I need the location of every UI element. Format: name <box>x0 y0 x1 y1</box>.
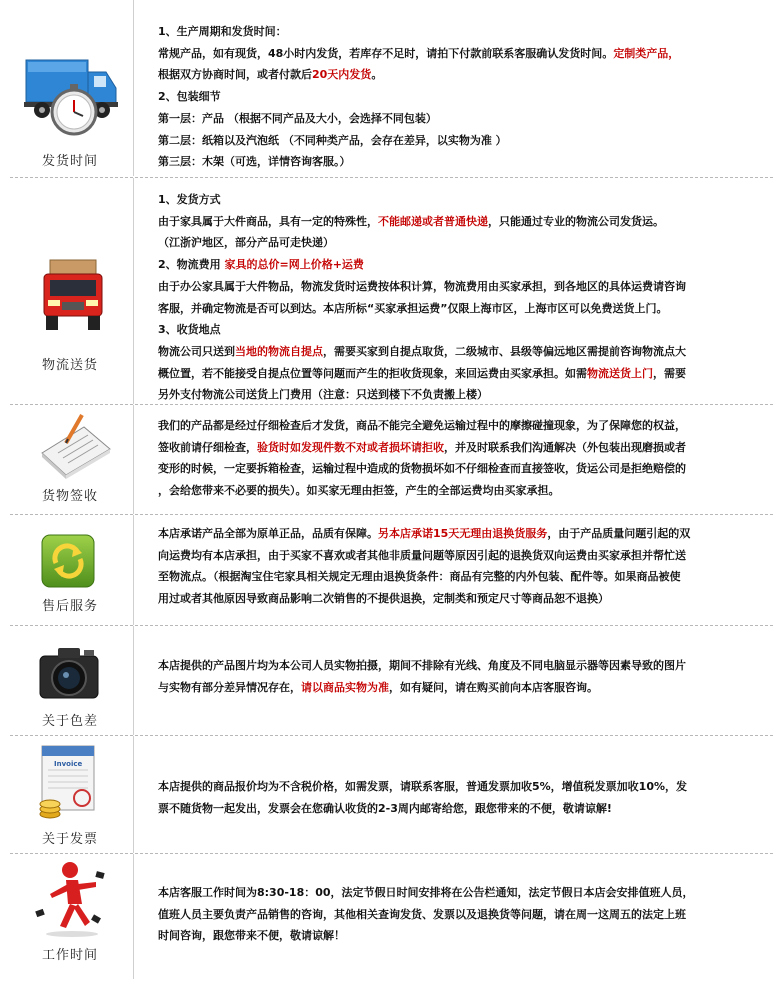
red-truck-icon <box>38 256 108 336</box>
body-text: 签收前请仔细检查， <box>158 440 257 454</box>
body-text: 1、发货方式 <box>158 193 221 206</box>
body-text: 1、生产周期和发货时间： <box>158 25 287 38</box>
body-text: 我们的产品都是经过仔细检查后才发货，商品不能完全避免运输过程中的摩擦碰撞现象，为了保障您的权益， <box>158 419 686 432</box>
body-text: ，会给您带来不必要的损失）。如买家无理由拒签，产生的全部运费均由买家承担。 <box>158 484 560 498</box>
content-line <box>158 655 758 677</box>
content-line <box>158 86 758 108</box>
body-text: 至物流点。（根据淘宝住宅家具相关规定无理由退换货条件：商品有完整的内外包装、配件等。如果商品被使 <box>158 570 681 584</box>
content-line <box>158 677 758 699</box>
highlight-text: 另本店承诺15天无理由退换货服务 <box>378 527 548 540</box>
body-text: 本店承诺产品全部为原单正品，品质有保障。 <box>158 527 378 540</box>
section-content <box>158 523 758 610</box>
section-logistics <box>0 178 778 405</box>
section-label: 售后服务 <box>41 599 98 614</box>
content-line <box>158 341 758 363</box>
section-content <box>158 655 758 698</box>
invoice-coins-icon <box>34 744 104 820</box>
section-label: 关于发票 <box>41 832 98 847</box>
content-line <box>158 363 758 385</box>
body-text: 值班人员主要负责产品销售的咨询，其他相关查询发货、发票以及退换货等问题，请在周一这周五的法定上班 <box>158 907 686 921</box>
section-label: 工作时间 <box>41 948 98 963</box>
body-text: 与实物有部分差异情况存在， <box>158 680 301 694</box>
section-label: 关于色差 <box>41 714 98 729</box>
body-text: 向运费均有本店承担，由于买家不喜欢或者其他非质量问题等原因引起的退换货双向运费由买家承担并帮忙送 <box>158 548 686 562</box>
clipboard-pen-icon <box>28 413 118 481</box>
body-text: 2、包装细节 <box>158 90 221 104</box>
body-text: 第二层：纸箱以及汽泡纸 （不同种类产品，会存在差异，以实物为准 ） <box>158 133 507 147</box>
content-line <box>158 151 758 173</box>
content-line <box>158 437 758 459</box>
section-work-hours <box>0 854 778 999</box>
delivery-truck-stopwatch-icon <box>22 42 120 142</box>
body-text: ，需要买家到自提点取货，二级城市、县级等偏远地区需提前咨询物流点大 <box>323 344 686 358</box>
section-content <box>158 776 758 819</box>
content-line <box>158 298 758 320</box>
body-text: ，如有疑问，请在购买前向本店客服咨询。 <box>389 680 598 694</box>
body-text: 客服，并确定物流是否可以到达。本店所标“买家承担运费”仅限上海市区，上海市区可以免费送货上门。 <box>158 301 668 315</box>
highlight-text: 家具的总价=网上价格+运费 <box>224 258 364 272</box>
content-line <box>158 480 758 502</box>
highlight-text: 请以商品实物为准 <box>301 680 389 694</box>
content-line <box>158 384 758 406</box>
content-line <box>158 458 758 480</box>
content-line <box>158 415 758 437</box>
section-content <box>158 882 758 947</box>
running-person-icon <box>30 860 114 938</box>
body-text: 第三层：木架（可选，详情咨询客服。） <box>158 155 351 169</box>
body-text: 常规产品，如有现货，48小时内发货，若库存不足时，请拍下付款前联系客服确认发货时间。 <box>158 46 614 60</box>
section-signing <box>0 405 778 515</box>
body-text: 票不随货物一起发出，发票会在您确认收货的2-3周内邮寄给您，跟您带来的不便，敬请谅解! <box>158 801 612 815</box>
content-line <box>158 882 758 904</box>
content-line <box>158 319 758 341</box>
body-text: 由于办公家具属于大件物品，物流发货时运费按体积计算，物流费用由买家承担，到各地区的具体运费请咨询 <box>158 279 686 293</box>
body-text: 由于家具属于大件商品，具有一定的特殊性， <box>158 214 378 228</box>
highlight-text: 定制类产品， <box>613 46 680 60</box>
section-label: 物流送货 <box>41 358 98 373</box>
body-text: 用过或者其他原因导致商品影响二次销售的不提供退换，定制类和预定尺寸等商品恕不退换） <box>158 592 609 606</box>
content-line <box>158 21 758 43</box>
section-label: 货物签收 <box>41 489 98 504</box>
invoice-brand-text: Invoice <box>54 760 83 768</box>
content-line <box>158 232 758 254</box>
content-line <box>158 776 758 798</box>
body-text: 根据双方协商时间，或者付款后 <box>158 68 312 82</box>
content-line <box>158 130 758 152</box>
body-text: 时间咨询，跟您带来不便，敬请谅解！ <box>158 929 345 943</box>
content-line <box>158 211 758 233</box>
body-text: 3、收货地点 <box>158 323 221 337</box>
body-text: ，并及时联系我们沟通解决（外包装出现磨损或者 <box>444 440 686 454</box>
section-shipping-time <box>0 0 778 178</box>
highlight-text: 物流送货上门 <box>587 366 653 380</box>
content-line <box>158 545 758 567</box>
refresh-arrows-icon <box>40 533 96 589</box>
body-text: 本店客服工作时间为8:30-18：00，法定节假日时间安排将在公告栏通知，法定节假日本店会安排值班人员， <box>158 886 694 899</box>
section-label: 发货时间 <box>41 154 98 169</box>
content-line <box>158 189 758 211</box>
content-line <box>158 798 758 820</box>
body-text: ，只能通过专业的物流公司发货运。 <box>488 214 664 228</box>
highlight-text: 20天内发货 <box>312 68 372 82</box>
content-line <box>158 108 758 130</box>
content-line <box>158 904 758 926</box>
section-content <box>158 189 758 406</box>
highlight-text: 不能邮递或者普通快递 <box>378 214 488 228</box>
body-text: 第一层：产品 （根据不同产品及大小，会选择不同包装） <box>158 111 437 125</box>
body-text: 本店提供的商品报价均为不含税价格，如需发票，请联系客服，普通发票加收5%，增值税发票加收10%，发 <box>158 780 688 793</box>
body-text: 2、物流费用 <box>158 258 225 272</box>
content-line <box>158 566 758 588</box>
body-text: 本店提供的产品图片均为本公司人员实物拍摄，期间不排除有光线、角度及不同电脑显示器等因素导致的图片 <box>158 659 686 672</box>
body-text: 变形的时候，一定要拆箱检查，运输过程中造成的货物损坏如不仔细检查而直接签收，货运公司是拒绝赔偿的 <box>158 462 686 476</box>
body-text: 另外支付物流公司送货上门费用（注意：只送到楼下不负责搬上楼） <box>158 388 488 402</box>
content-line <box>158 254 758 276</box>
highlight-text: 当地的物流自提点 <box>235 344 323 358</box>
content-line <box>158 43 758 65</box>
body-text: 概位置，若不能接受自提点位置等问题而产生的拒收货现象，来回运费由买家承担。如需 <box>158 366 587 380</box>
section-content <box>158 415 758 502</box>
body-text: ，由于产品质量问题引起的双 <box>547 527 691 540</box>
body-text: 。 <box>371 68 383 82</box>
camera-icon <box>36 642 102 704</box>
content-line <box>158 523 758 545</box>
section-content <box>158 21 758 173</box>
section-after-sales <box>0 515 778 626</box>
section-color-difference <box>0 626 778 736</box>
highlight-text: 验货时如发现件数不对或者损坏请拒收 <box>257 440 444 454</box>
content-line <box>158 276 758 298</box>
section-invoice <box>0 736 778 854</box>
body-text: ，需要 <box>653 366 686 380</box>
content-line <box>158 64 758 86</box>
content-line <box>158 925 758 947</box>
body-text: 物流公司只送到 <box>158 344 235 358</box>
body-text: （江浙沪地区，部分产品可走快递） <box>158 236 334 250</box>
content-line <box>158 588 758 610</box>
